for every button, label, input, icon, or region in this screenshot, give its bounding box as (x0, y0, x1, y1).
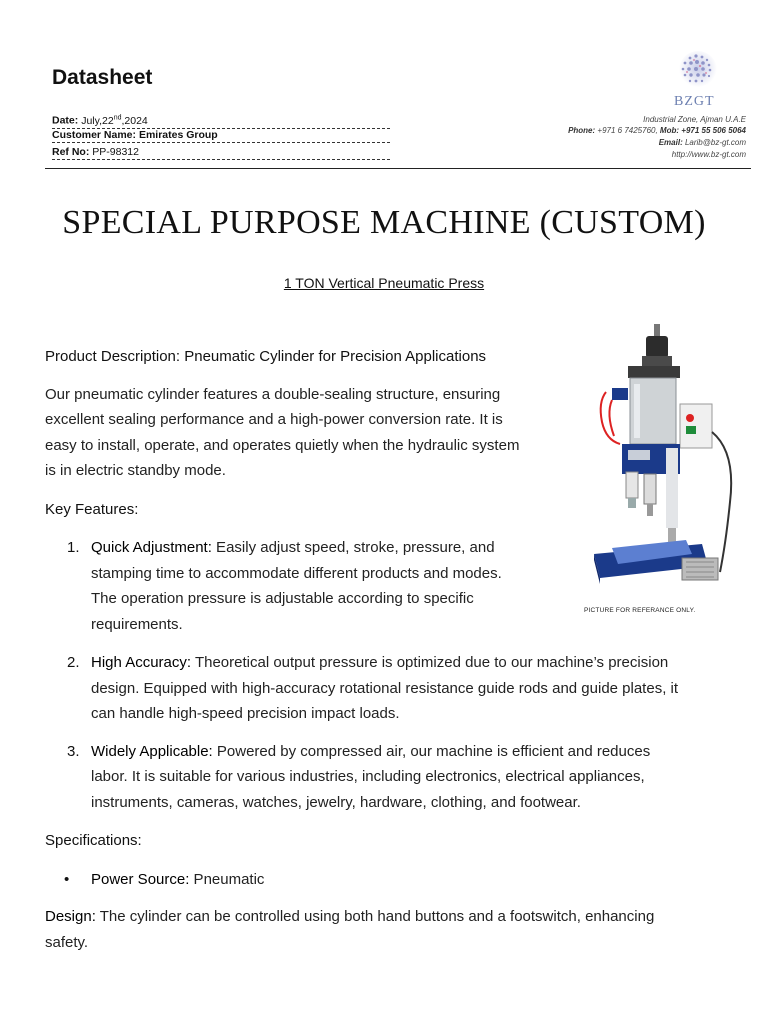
feature-title: Widely Applicable: (91, 743, 213, 760)
document-title: Datasheet (52, 66, 153, 89)
date-row (52, 111, 390, 129)
product-description-line: Our pneumatic cylinder features a double-sealing structure, ensuring (45, 386, 501, 403)
company-website[interactable]: http://www.bz-gt.com (671, 150, 746, 159)
company-phone-row (568, 125, 746, 136)
ref-label: Ref No: (52, 146, 90, 158)
subtitle: 1 TON Vertical Pneumatic Press (283, 275, 485, 291)
specifications-heading: Specifications: (45, 832, 142, 849)
spec-value: Pneumatic (189, 871, 265, 888)
customer-label: Customer Name: (52, 129, 137, 141)
feature-text-line: requirements. (91, 616, 183, 633)
feature-text-line: instruments, cameras, watches, jewelry, hardware, clothing, and footwear. (91, 794, 581, 811)
spec-label: Power Source: (91, 871, 190, 888)
feature-title: Quick Adjustment: (91, 539, 212, 556)
date-label: Date: (52, 114, 79, 127)
product-description-heading: Product Description: Pneumatic Cylinder for Precision Applications (45, 348, 487, 365)
product-description-line: excellent sealing performance and a high-power conversion rate. It is (45, 411, 503, 428)
feature-text-line: The operation pressure is adjustable according to specific (91, 590, 474, 607)
ref-row (52, 145, 390, 160)
date-value: July,22nd,2024 (81, 114, 148, 127)
product-description-line: is in electric standby mode. (45, 462, 226, 479)
ref-value: PP-98312 (92, 146, 139, 158)
spec-power-source (91, 867, 264, 893)
mob-label: Mob: (659, 126, 680, 135)
customer-value: Emirates Group (138, 129, 218, 141)
feature-text: Theoretical output pressure is optimized due to our machine’s precision (191, 654, 669, 671)
list-item (91, 650, 668, 676)
company-address: Industrial Zone, Ajman U.A.E (643, 115, 746, 124)
design-label: Design: (45, 908, 96, 925)
design-paragraph (45, 904, 654, 930)
email-value[interactable]: Larib@bz-gt.com (684, 138, 746, 147)
list-item-number: 1. (67, 539, 80, 556)
key-features-heading: Key Features: (45, 501, 139, 518)
pneumatic-press-image (582, 322, 746, 584)
phone-label: Phone: (568, 126, 596, 135)
design-text: The cylinder can be controlled using both hand buttons and a footswitch, enhancing (95, 908, 655, 925)
feature-text: Powered by compressed air, our machine is efficient and reduces (212, 743, 651, 760)
header-divider (45, 168, 751, 169)
brand-name: BZGT (674, 94, 715, 109)
feature-text: Easily adjust speed, stroke, pressure, and (211, 539, 495, 556)
list-item-number: 3. (67, 743, 80, 760)
company-email-row (659, 137, 746, 148)
product-description-line: easy to install, operate, and operates quietly when the hydraulic system (45, 437, 520, 454)
image-caption: PICTURE FOR REFERANCE ONLY. (584, 607, 696, 614)
feature-text-line: stamping time to accommodate different products and modes. (91, 565, 502, 582)
phone-value: +971 6 7425760, (597, 126, 658, 135)
feature-text-line: can handle high-speed precision impact loads. (91, 705, 400, 722)
mob-value: +971 55 506 5064 (681, 126, 746, 135)
feature-text-line: labor. It is suitable for various industries, including electronics, electrical appliances, (91, 768, 645, 785)
email-label: Email: (658, 138, 683, 147)
bullet-icon: • (64, 871, 70, 888)
feature-title: High Accuracy: (91, 654, 192, 671)
list-item (91, 535, 495, 561)
feature-text-line: design. Equipped with high-accuracy rotational resistance guide rods and guide plates, it (91, 680, 679, 697)
design-text-line: safety. (45, 934, 89, 951)
customer-row (52, 128, 390, 143)
list-item (91, 739, 650, 765)
list-item-number: 2. (67, 654, 80, 671)
main-title: SPECIAL PURPOSE MACHINE (CUSTOM) (62, 204, 706, 241)
